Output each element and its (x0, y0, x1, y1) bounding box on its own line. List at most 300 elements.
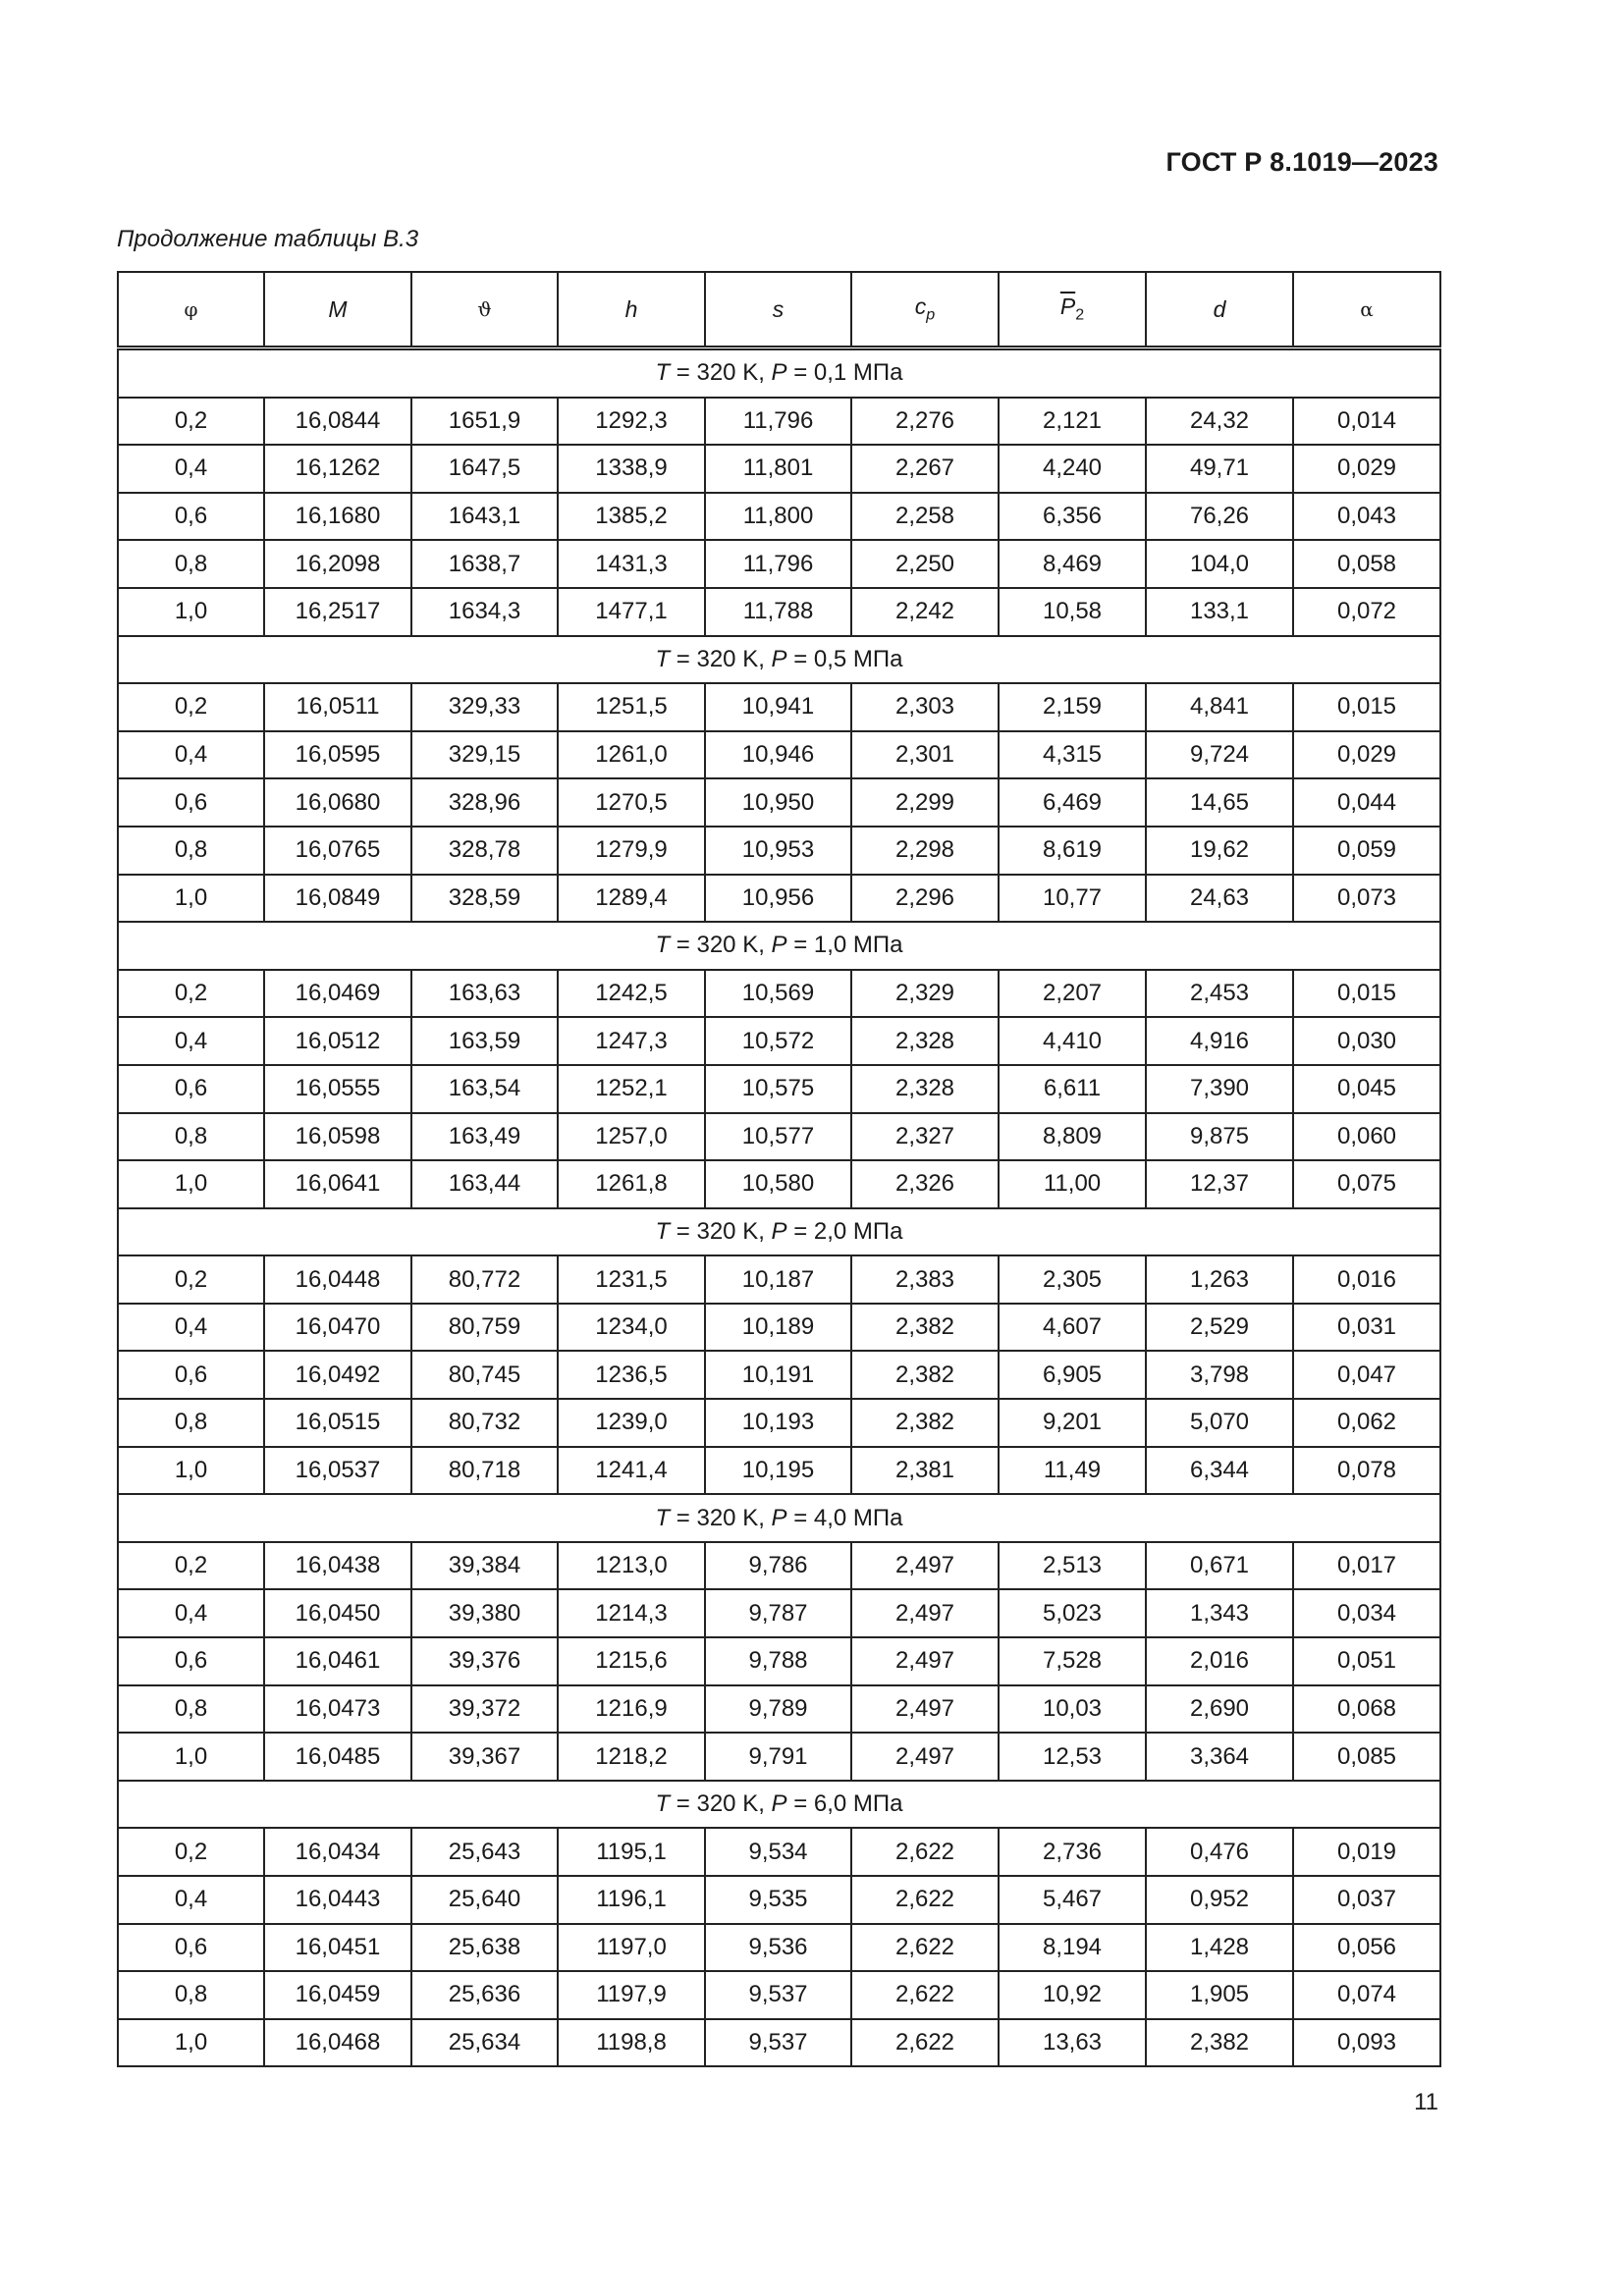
table-cell: 0,2 (118, 970, 264, 1018)
table-cell: 9,534 (705, 1828, 851, 1876)
table-cell: 0,072 (1293, 588, 1440, 636)
table-cell: 16,1680 (264, 493, 411, 541)
table-cell: 16,0765 (264, 827, 411, 875)
table-cell: 25,638 (411, 1924, 558, 1972)
table-cell: 2,690 (1146, 1685, 1293, 1734)
table-cell: 9,786 (705, 1542, 851, 1590)
table-cell: 0,6 (118, 1924, 264, 1972)
table-cell: 0,056 (1293, 1924, 1440, 1972)
table-cell: 2,305 (999, 1255, 1146, 1304)
table-cell: 11,49 (999, 1447, 1146, 1495)
table-cell: 4,916 (1146, 1017, 1293, 1065)
table-cell: 49,71 (1146, 445, 1293, 493)
table-cell: 16,0555 (264, 1065, 411, 1113)
table-cell: 10,193 (705, 1399, 851, 1447)
table-cell: 11,800 (705, 493, 851, 541)
table-cell: 2,497 (851, 1637, 999, 1685)
table-cell: 0,015 (1293, 683, 1440, 731)
section-p-value: = 4,0 МПа (786, 1504, 903, 1531)
table-cell: 9,724 (1146, 731, 1293, 779)
table-row (118, 540, 1440, 588)
table-cell: 2,497 (851, 1685, 999, 1734)
table-cell: 7,528 (999, 1637, 1146, 1685)
table-cell: 16,1262 (264, 445, 411, 493)
table-cell: 1231,5 (558, 1255, 705, 1304)
table-cell: 10,950 (705, 778, 851, 827)
table-cell: 2,383 (851, 1255, 999, 1304)
table-row (118, 445, 1440, 493)
table-cell: 5,467 (999, 1876, 1146, 1924)
section-header (118, 348, 1440, 398)
table-cell: 10,195 (705, 1447, 851, 1495)
table-cell: 2,327 (851, 1113, 999, 1161)
section-p-value: = 0,5 МПа (786, 645, 903, 672)
table-cell: 1242,5 (558, 970, 705, 1018)
table-cell: 1,0 (118, 875, 264, 923)
table-cell: 2,622 (851, 1924, 999, 1972)
table-cell: 8,809 (999, 1113, 1146, 1161)
table-cell: 0,4 (118, 1589, 264, 1637)
table-cell: 104,0 (1146, 540, 1293, 588)
table-cell: 1252,1 (558, 1065, 705, 1113)
table-cell: 13,63 (999, 2019, 1146, 2067)
table-cell: 2,267 (851, 445, 999, 493)
table-cell: 2,301 (851, 731, 999, 779)
table-cell: 6,905 (999, 1351, 1146, 1399)
table-cell: 11,796 (705, 398, 851, 446)
table-cell: 2,381 (851, 1447, 999, 1495)
table-row (118, 1733, 1440, 1781)
table-cell: 8,469 (999, 540, 1146, 588)
col-header-alpha: α (1293, 272, 1440, 348)
table-cell: 2,016 (1146, 1637, 1293, 1685)
table-cell: 0,014 (1293, 398, 1440, 446)
table-cell: 1213,0 (558, 1542, 705, 1590)
table-cell: 0,4 (118, 1017, 264, 1065)
table-cell: 0,059 (1293, 827, 1440, 875)
table-cell: 0,4 (118, 1304, 264, 1352)
table-body (118, 348, 1440, 2067)
col-header-s: s (705, 272, 851, 348)
table-row (118, 1685, 1440, 1734)
section-header (118, 1208, 1440, 1256)
table-row (118, 2019, 1440, 2067)
table-cell: 1289,4 (558, 875, 705, 923)
table-cell: 16,0849 (264, 875, 411, 923)
table-cell: 1197,9 (558, 1971, 705, 2019)
table-cell: 2,328 (851, 1065, 999, 1113)
table-cell: 0,051 (1293, 1637, 1440, 1685)
table-row (118, 1399, 1440, 1447)
table-cell: 0,044 (1293, 778, 1440, 827)
table-cell: 1215,6 (558, 1637, 705, 1685)
table-cell: 16,0492 (264, 1351, 411, 1399)
table-cell: 2,207 (999, 970, 1146, 1018)
section-t-value: = 320 K, (670, 645, 772, 672)
table-cell: 16,0598 (264, 1113, 411, 1161)
section-row (118, 348, 1440, 398)
table-cell: 1338,9 (558, 445, 705, 493)
table-cell: 10,92 (999, 1971, 1146, 2019)
section-t-symbol: T (655, 359, 671, 387)
section-p-symbol: P (771, 1790, 787, 1818)
table-row (118, 1828, 1440, 1876)
table-cell: 2,298 (851, 827, 999, 875)
table-cell: 0,6 (118, 1637, 264, 1685)
table-cell: 1239,0 (558, 1399, 705, 1447)
table-cell: 4,841 (1146, 683, 1293, 731)
col-header-p2 (999, 272, 1146, 348)
table-cell: 24,63 (1146, 875, 1293, 923)
table-cell: 0,6 (118, 1351, 264, 1399)
table-cell: 2,121 (999, 398, 1146, 446)
table-cell: 9,791 (705, 1733, 851, 1781)
table-cell: 1,0 (118, 1733, 264, 1781)
table-cell: 16,2517 (264, 588, 411, 636)
table-cell: 10,03 (999, 1685, 1146, 1734)
table-cell: 0,037 (1293, 1876, 1440, 1924)
section-p-symbol: P (771, 1504, 787, 1531)
table-cell: 0,6 (118, 1065, 264, 1113)
table-cell: 39,376 (411, 1637, 558, 1685)
table-row (118, 1589, 1440, 1637)
table-cell: 1,0 (118, 588, 264, 636)
table-cell: 0,2 (118, 683, 264, 731)
table-cell: 0,030 (1293, 1017, 1440, 1065)
table-cell: 2,622 (851, 1971, 999, 2019)
table-cell: 80,745 (411, 1351, 558, 1399)
table-cell: 39,380 (411, 1589, 558, 1637)
table-cell: 1477,1 (558, 588, 705, 636)
table-cell: 0,029 (1293, 445, 1440, 493)
section-row (118, 1494, 1440, 1542)
table-cell: 9,537 (705, 2019, 851, 2067)
section-header (118, 1781, 1440, 1829)
table-cell: 163,44 (411, 1160, 558, 1208)
section-t-value: = 320 K, (670, 932, 772, 959)
table-cell: 16,0641 (264, 1160, 411, 1208)
table-cell: 10,569 (705, 970, 851, 1018)
table-cell: 1234,0 (558, 1304, 705, 1352)
table-cell: 9,537 (705, 1971, 851, 2019)
table-cell: 76,26 (1146, 493, 1293, 541)
section-row (118, 1781, 1440, 1829)
table-cell: 10,191 (705, 1351, 851, 1399)
table-row (118, 683, 1440, 731)
table-cell: 0,476 (1146, 1828, 1293, 1876)
table-cell: 0,6 (118, 493, 264, 541)
section-p-symbol: P (771, 359, 787, 387)
table-cell: 8,619 (999, 827, 1146, 875)
table-cell: 1197,0 (558, 1924, 705, 1972)
table-cell: 5,023 (999, 1589, 1146, 1637)
table-cell: 0,8 (118, 1971, 264, 2019)
section-t-value: = 320 K, (670, 359, 772, 387)
page-number: 11 (1414, 2089, 1438, 2115)
table-cell: 10,577 (705, 1113, 851, 1161)
table-cell: 4,240 (999, 445, 1146, 493)
section-t-symbol: T (655, 645, 671, 672)
table-cell: 0,085 (1293, 1733, 1440, 1781)
table-cell: 16,0461 (264, 1637, 411, 1685)
section-t-symbol: T (655, 932, 671, 959)
table-cell: 2,303 (851, 683, 999, 731)
table-cell: 0,047 (1293, 1351, 1440, 1399)
table-cell: 0,060 (1293, 1113, 1440, 1161)
table-row (118, 588, 1440, 636)
table-cell: 10,575 (705, 1065, 851, 1113)
table-row (118, 731, 1440, 779)
table-cell: 329,15 (411, 731, 558, 779)
table-row (118, 1447, 1440, 1495)
table-cell: 10,941 (705, 683, 851, 731)
table-row (118, 1924, 1440, 1972)
table-cell: 0,078 (1293, 1447, 1440, 1495)
table-cell: 10,77 (999, 875, 1146, 923)
table-cell: 7,390 (1146, 1065, 1293, 1113)
table-cell: 1251,5 (558, 683, 705, 731)
table-cell: 80,759 (411, 1304, 558, 1352)
table-cell: 19,62 (1146, 827, 1293, 875)
table-cell: 4,607 (999, 1304, 1146, 1352)
table-cell: 9,787 (705, 1589, 851, 1637)
table-row (118, 1876, 1440, 1924)
table-cell: 0,017 (1293, 1542, 1440, 1590)
col-header-p2-base: $\overline{P}$ (1059, 294, 1076, 320)
table-cell: 0,2 (118, 1255, 264, 1304)
table-cell: 80,718 (411, 1447, 558, 1495)
table-cell: 2,622 (851, 1828, 999, 1876)
table-cell: 14,65 (1146, 778, 1293, 827)
table-cell: 328,59 (411, 875, 558, 923)
table-cell: 39,367 (411, 1733, 558, 1781)
section-t-symbol: T (655, 1217, 671, 1245)
table-cell: 10,946 (705, 731, 851, 779)
col-header-theta: ϑ (411, 272, 558, 348)
table-cell: 1431,3 (558, 540, 705, 588)
section-p-value: = 1,0 МПа (786, 932, 903, 959)
document-code: ГОСТ Р 8.1019—2023 (1165, 147, 1438, 177)
table-cell: 3,364 (1146, 1733, 1293, 1781)
table-row (118, 1113, 1440, 1161)
table-cell: 2,329 (851, 970, 999, 1018)
table-cell: 1218,2 (558, 1733, 705, 1781)
table-cell: 25,643 (411, 1828, 558, 1876)
table-cell: 1195,1 (558, 1828, 705, 1876)
table-cell: 0,015 (1293, 970, 1440, 1018)
table-cell: 0,8 (118, 1685, 264, 1734)
col-header-d: d (1146, 272, 1293, 348)
table-cell: 0,4 (118, 731, 264, 779)
table-cell: 2,258 (851, 493, 999, 541)
table-cell: 2,622 (851, 2019, 999, 2067)
table-cell: 9,535 (705, 1876, 851, 1924)
table-cell: 16,0450 (264, 1589, 411, 1637)
table-cell: 0,019 (1293, 1828, 1440, 1876)
table-cell: 11,796 (705, 540, 851, 588)
table-cell: 0,034 (1293, 1589, 1440, 1637)
table-cell: 0,043 (1293, 493, 1440, 541)
table-cell: 0,016 (1293, 1255, 1440, 1304)
table-cell: 10,187 (705, 1255, 851, 1304)
table-cell: 16,0473 (264, 1685, 411, 1734)
table-cell: 2,382 (851, 1304, 999, 1352)
table-cell: 16,0438 (264, 1542, 411, 1590)
table-cell: 1634,3 (411, 588, 558, 636)
table-cell: 80,732 (411, 1399, 558, 1447)
table-row (118, 1542, 1440, 1590)
table-cell: 16,0434 (264, 1828, 411, 1876)
section-t-value: = 320 K, (670, 1790, 772, 1818)
section-t-value: = 320 K, (670, 1217, 772, 1245)
table-cell: 2,453 (1146, 970, 1293, 1018)
table-cell: 16,0469 (264, 970, 411, 1018)
table-cell: 3,798 (1146, 1351, 1293, 1399)
section-row (118, 1208, 1440, 1256)
table-row (118, 1160, 1440, 1208)
table-cell: 0,952 (1146, 1876, 1293, 1924)
table-cell: 25,634 (411, 2019, 558, 2067)
table-cell: 16,0459 (264, 1971, 411, 2019)
table-cell: 2,382 (851, 1351, 999, 1399)
table-cell: 2,622 (851, 1876, 999, 1924)
table-row (118, 1971, 1440, 2019)
table-cell: 10,58 (999, 588, 1146, 636)
table-cell: 6,469 (999, 778, 1146, 827)
table-cell: 0,8 (118, 827, 264, 875)
table-cell: 1196,1 (558, 1876, 705, 1924)
table-cell: 2,382 (851, 1399, 999, 1447)
table-cell: 1651,9 (411, 398, 558, 446)
table-cell: 4,410 (999, 1017, 1146, 1065)
table-cell: 0,8 (118, 1113, 264, 1161)
table-cell: 10,953 (705, 827, 851, 875)
table-cell: 1,905 (1146, 1971, 1293, 2019)
table-cell: 1643,1 (411, 493, 558, 541)
col-header-cp-sub: p (926, 305, 936, 324)
table-row (118, 778, 1440, 827)
table-cell: 2,497 (851, 1589, 999, 1637)
table-cell: 2,242 (851, 588, 999, 636)
table-cell: 0,058 (1293, 540, 1440, 588)
table-cell: 1236,5 (558, 1351, 705, 1399)
section-header (118, 922, 1440, 970)
table-cell: 1,0 (118, 1160, 264, 1208)
section-row (118, 922, 1440, 970)
table-cell: 25,640 (411, 1876, 558, 1924)
table-cell: 16,0485 (264, 1733, 411, 1781)
table-cell: 1638,7 (411, 540, 558, 588)
table-cell: 10,572 (705, 1017, 851, 1065)
table-cell: 39,384 (411, 1542, 558, 1590)
section-header (118, 636, 1440, 684)
table-cell: 0,093 (1293, 2019, 1440, 2067)
table-cell: 10,189 (705, 1304, 851, 1352)
section-header (118, 1494, 1440, 1542)
table-cell: 328,96 (411, 778, 558, 827)
table-cell: 2,529 (1146, 1304, 1293, 1352)
col-header-m: M (264, 272, 411, 348)
table-cell: 163,59 (411, 1017, 558, 1065)
table-cell: 0,074 (1293, 1971, 1440, 2019)
table-cell: 1647,5 (411, 445, 558, 493)
table-cell: 2,296 (851, 875, 999, 923)
table-cell: 1,0 (118, 1447, 264, 1495)
table-cell: 16,0595 (264, 731, 411, 779)
table-cell: 0,075 (1293, 1160, 1440, 1208)
table-cell: 2,299 (851, 778, 999, 827)
table-cell: 163,54 (411, 1065, 558, 1113)
table-cell: 0,4 (118, 1876, 264, 1924)
table-cell: 16,0512 (264, 1017, 411, 1065)
section-row (118, 636, 1440, 684)
table-cell: 16,0680 (264, 778, 411, 827)
table-cell: 0,062 (1293, 1399, 1440, 1447)
table-cell: 9,201 (999, 1399, 1146, 1447)
col-header-cp-base: c (914, 294, 927, 320)
col-header-cp (851, 272, 999, 348)
table-cell: 1270,5 (558, 778, 705, 827)
section-t-symbol: T (655, 1504, 671, 1531)
table-cell: 2,159 (999, 683, 1146, 731)
table-header-row (118, 272, 1440, 348)
table-row (118, 875, 1440, 923)
table-cell: 1257,0 (558, 1113, 705, 1161)
table-cell: 2,736 (999, 1828, 1146, 1876)
table-cell: 1,343 (1146, 1589, 1293, 1637)
table-cell: 0,029 (1293, 731, 1440, 779)
table-row (118, 1637, 1440, 1685)
table-cell: 10,956 (705, 875, 851, 923)
table-cell: 16,0511 (264, 683, 411, 731)
table-cell: 11,00 (999, 1160, 1146, 1208)
table-cell: 2,497 (851, 1733, 999, 1781)
table-cell: 0,073 (1293, 875, 1440, 923)
section-p-symbol: P (771, 932, 787, 959)
table-cell: 1279,9 (558, 827, 705, 875)
table-cell: 2,276 (851, 398, 999, 446)
table-cell: 163,49 (411, 1113, 558, 1161)
col-header-phi: φ (118, 272, 264, 348)
table-cell: 4,315 (999, 731, 1146, 779)
table-cell: 2,250 (851, 540, 999, 588)
table-cell: 6,356 (999, 493, 1146, 541)
table-row (118, 1255, 1440, 1304)
table-cell: 16,0537 (264, 1447, 411, 1495)
table-cell: 1198,8 (558, 2019, 705, 2067)
table-row (118, 398, 1440, 446)
table-cell: 2,513 (999, 1542, 1146, 1590)
table-cell: 0,031 (1293, 1304, 1440, 1352)
table-cell: 0,6 (118, 778, 264, 827)
table-cell: 16,0443 (264, 1876, 411, 1924)
table-row (118, 1304, 1440, 1352)
table-row (118, 827, 1440, 875)
table-cell: 1216,9 (558, 1685, 705, 1734)
table-cell: 0,045 (1293, 1065, 1440, 1113)
table-row (118, 1351, 1440, 1399)
table-cell: 16,0468 (264, 2019, 411, 2067)
table-cell: 1214,3 (558, 1589, 705, 1637)
table-cell: 2,326 (851, 1160, 999, 1208)
table-cell: 80,772 (411, 1255, 558, 1304)
table-cell: 25,636 (411, 1971, 558, 2019)
table-cell: 1261,0 (558, 731, 705, 779)
table-cell: 0,671 (1146, 1542, 1293, 1590)
table-cell: 9,875 (1146, 1113, 1293, 1161)
table-cell: 39,372 (411, 1685, 558, 1734)
table-cell: 12,37 (1146, 1160, 1293, 1208)
